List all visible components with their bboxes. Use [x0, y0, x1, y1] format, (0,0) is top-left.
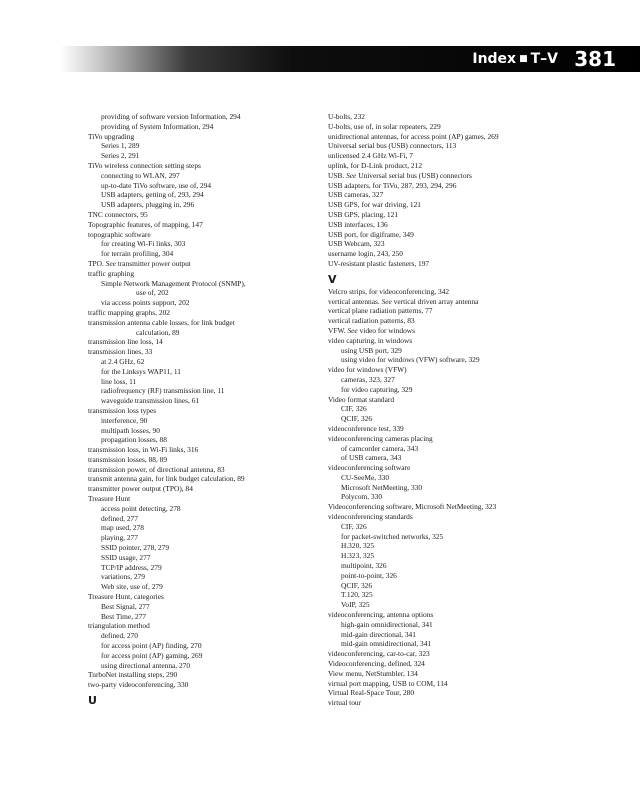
index-subentry: high-gain omnidirectional, 341: [341, 619, 433, 629]
index-entry: Video format standard: [328, 394, 395, 404]
index-entry: TurboNet installing steps, 290: [88, 670, 178, 680]
index-subentry: using directional antenna, 270: [101, 660, 191, 670]
index-subentry: cameras, 323, 327: [341, 374, 395, 384]
index-entry: UV-resistant plastic fasteners, 197: [328, 258, 430, 268]
index-entry: videoconferencing standards: [328, 512, 413, 522]
index-entry: videoconferencing software: [328, 463, 411, 473]
index-subentry: Best Time, 277: [101, 611, 146, 621]
index-entry: triangulation method: [88, 621, 150, 631]
index-subentry: using USB port, 329: [341, 345, 402, 355]
index-entry: vertical plane radiation patterns, 77: [328, 306, 433, 316]
index-entry: vertical antennas. See vertical driven array antenna: [328, 296, 479, 306]
index-entry: transmitter power output (TPO), 84: [88, 484, 193, 494]
index-entry: transmission lines, 33: [88, 347, 153, 357]
index-subentry: Web site, use of, 279: [101, 582, 163, 592]
index-subentry: for access point (AP) finding, 270: [101, 641, 202, 651]
index-entry: USB GPS, placing, 121: [328, 209, 399, 219]
index-entry: USB Webcam, 323: [328, 239, 385, 249]
index-entry: TiVo wireless connection setting steps: [88, 160, 201, 170]
index-entry: Universal serial bus (USB) connectors, 113: [328, 141, 457, 151]
index-column-right: [328, 112, 568, 708]
index-column-left: [88, 112, 310, 708]
index-subentry: Series 2, 291: [101, 151, 140, 161]
index-subentry: access point detecting, 278: [101, 503, 181, 513]
index-subentry: CU-SeeMe, 330: [341, 472, 390, 482]
index-subentry: QCIF, 326: [341, 414, 373, 424]
index-subentry: variations, 279: [101, 572, 145, 582]
index-subentry: Simple Network Management Protocol (SNMP),: [101, 278, 246, 288]
index-entry: Treasure Hunt: [88, 494, 131, 504]
index-subentry: Best Signal, 277: [101, 601, 150, 611]
index-entry: USB port, for digiframe, 349: [328, 229, 414, 239]
index-entry: videoconferencing, antenna options: [328, 610, 434, 620]
index-entry: Videoconferencing, defined, 324: [328, 659, 425, 669]
index-entry: TiVo upgrading: [88, 131, 135, 141]
running-head-separator: ■: [519, 54, 528, 64]
index-subentry: Polycom, 330: [341, 492, 383, 502]
index-entry: transmission loss, in Wi-Fi links, 316: [88, 445, 199, 455]
index-entry: videoconferencing, car-to-car, 323: [328, 649, 430, 659]
index-subentry: for creating Wi-Fi links, 303: [101, 239, 186, 249]
index-subentry: for terrain profiling, 304: [101, 249, 174, 259]
index-entry: VFW. See video for windows: [328, 325, 415, 335]
index-entry: videoconferencing cameras placing: [328, 433, 433, 443]
index-subentry: up-to-date TiVo software, use of, 294: [101, 180, 212, 190]
index-subentry: point-to-point, 326: [341, 570, 397, 580]
index-subentry: multipath losses, 90: [101, 425, 160, 435]
index-subentry: providing of System Information, 294: [101, 121, 214, 131]
index-entry: unidirectional antennas, for access point (AP) games, 269: [328, 131, 499, 141]
index-subentry: for the Linksys WAP11, 11: [101, 366, 181, 376]
index-subentry: CIF, 326: [341, 404, 367, 414]
index-entry: transmission line loss, 14: [88, 337, 163, 347]
page-number: 381: [574, 47, 616, 71]
index-entry: transmission loss types: [88, 405, 157, 415]
index-entry: transmission antenna cable losses, for link budget: [88, 317, 235, 327]
index-subentry: for packet-switched networks, 325: [341, 531, 444, 541]
index-entry: virtual tour: [328, 698, 362, 708]
index-entry: video capturing, in windows: [328, 335, 413, 345]
index-subentry: QCIF, 326: [341, 580, 373, 590]
index-subentry: USB adapters, plugging in, 296: [101, 200, 195, 210]
index-subentry: calculation, 89: [136, 327, 180, 337]
index-subentry: H.323, 325: [341, 551, 375, 561]
index-subentry: SSID pointer, 278, 279: [101, 543, 170, 553]
index-subentry: of camcorder camera, 343: [341, 443, 419, 453]
index-subentry: for access point (AP) gaming, 269: [101, 650, 203, 660]
index-entry: USB interfaces, 136: [328, 219, 388, 229]
index-subentry: mid-gain directional, 341: [341, 629, 416, 639]
index-entry: Treasure Hunt, categories: [88, 592, 164, 602]
index-entry: topographic software: [88, 229, 151, 239]
index-entry: transmission losses, 88, 89: [88, 454, 168, 464]
index-subentry: defined, 277: [101, 513, 138, 523]
index-entry: virtual port mapping, USB to COM, 114: [328, 678, 448, 688]
index-subentry: defined, 270: [101, 631, 138, 641]
index-entry: video for windows (VFW): [328, 365, 407, 375]
running-head-section: Index: [472, 51, 517, 67]
index-entry: USB GPS, for war driving, 121: [328, 200, 421, 210]
running-head: [472, 48, 558, 70]
index-subentry: T.120, 325: [341, 590, 373, 600]
index-subentry: Series 1, 289: [101, 141, 140, 151]
index-subentry: TCP/IP address, 279: [101, 562, 162, 572]
index-subentry: map used, 278: [101, 523, 144, 533]
index-entry: U-bolts, use of, in solar repeaters, 229: [328, 121, 441, 131]
index-subentry: interference, 90: [101, 415, 148, 425]
index-entry: USB adapters, for TiVo, 287, 293, 294, 296: [328, 180, 457, 190]
index-subentry: CIF, 326: [341, 521, 367, 531]
running-head-range: T–V: [530, 51, 558, 67]
index-subentry: playing, 277: [101, 533, 138, 543]
section-letter: U: [88, 694, 97, 708]
index-subentry: SSID usage, 277: [101, 552, 151, 562]
index-entry: transmission power, of directional antenna, 83: [88, 464, 225, 474]
index-subentry: at 2.4 GHz, 62: [101, 356, 145, 366]
index-entry: Topographic features, of mapping, 147: [88, 219, 203, 229]
index-subentry: Microsoft NetMeeting, 330: [341, 482, 423, 492]
index-entry: USB. See Universal serial bus (USB) connectors: [328, 170, 472, 180]
index-entry: Velcro strips, for videoconferencing, 342: [328, 286, 450, 296]
index-entry: unlicensed 2.4 GHz Wi-Fi, 7: [328, 151, 413, 161]
index-subentry: line loss, 11: [101, 376, 137, 386]
index-subentry: waveguide transmission lines, 61: [101, 396, 200, 406]
index-subentry: radiofrequency (RF) transmission line, 11: [101, 386, 225, 396]
index-entry: Videoconferencing software, Microsoft NetMeeting, 323: [328, 502, 497, 512]
index-subentry: USB adapters, getting of, 293, 294: [101, 190, 204, 200]
section-letter: V: [328, 272, 337, 286]
index-entry: traffic graphing: [88, 268, 135, 278]
index-entry: transmit antenna gain, for link budget calculation, 89: [88, 474, 245, 484]
index-entry: videoconference test, 339: [328, 423, 404, 433]
index-subentry: propagation losses, 88: [101, 435, 167, 445]
index-entry: TPO. See transmitter power output: [88, 258, 191, 268]
index-subentry: connecting to WLAN, 297: [101, 170, 180, 180]
index-entry: Virtual Real-Space Tour, 280: [328, 688, 415, 698]
index-entry: username login, 243, 250: [328, 249, 403, 259]
index-entry: TNC connectors, 95: [88, 209, 148, 219]
index-subentry: for video capturing, 329: [341, 384, 413, 394]
index-subentry: multipoint, 326: [341, 561, 387, 571]
index-subentry: mid-gain omnidirectional, 341: [341, 639, 432, 649]
index-entry: traffic mapping graphs, 202: [88, 307, 170, 317]
index-entry: View menu, NetStumbler, 134: [328, 668, 418, 678]
index-subentry: of USB camera, 343: [341, 453, 402, 463]
index-entry: uplink, for D-Link product, 212: [328, 160, 423, 170]
index-entry: vertical radiation patterns, 83: [328, 316, 415, 326]
index-subentry: VoIP, 325: [341, 600, 370, 610]
index-subentry: H.320, 325: [341, 541, 375, 551]
index-subentry: using video for windows (VFW) software, 329: [341, 355, 480, 365]
index-entry: U-bolts, 232: [328, 112, 365, 121]
index-entry: USB cameras, 327: [328, 190, 384, 200]
index-entry: two-party videoconferencing, 330: [88, 680, 189, 690]
index-subentry: via access points support, 202: [101, 298, 190, 308]
index-subentry: providing of software version Information, 294: [101, 112, 241, 121]
index-subentry: use of, 202: [136, 288, 169, 298]
